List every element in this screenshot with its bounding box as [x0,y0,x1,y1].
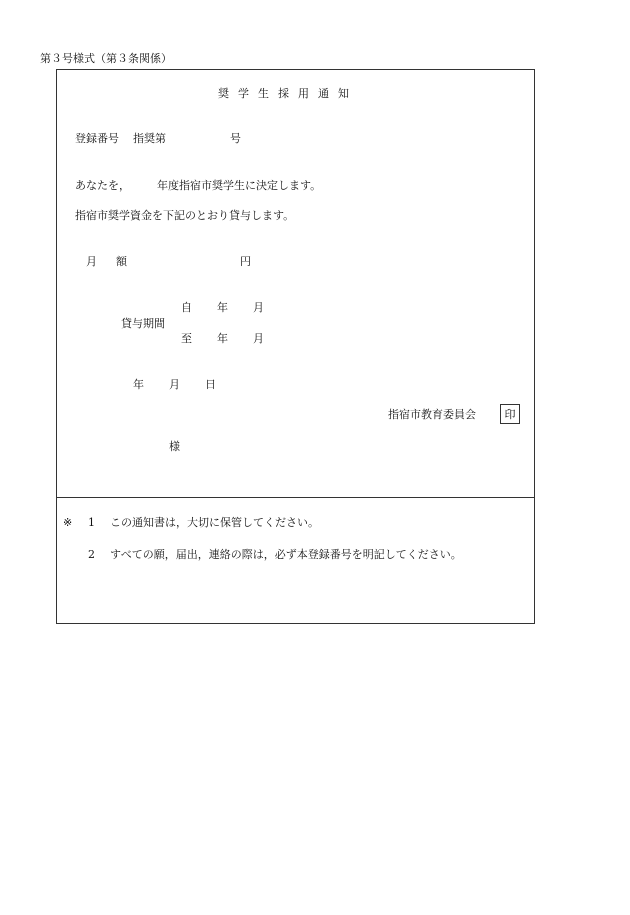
period-to-month-unit: 月 [253,332,264,345]
registration-label: 登録番号 [75,132,119,145]
monthly-amount-label: 月 額 [86,255,131,268]
registration-prefix: 指奨第 [133,132,166,145]
issue-date-year-unit: 年 [133,378,144,391]
loan-statement: 指宿市奨学資金を下記のとおり貸与します。 [75,209,295,222]
note-2-number: 2 [88,548,95,561]
form-number-label: 第３号様式（第３条関係） [40,52,172,65]
seal-box [500,404,520,424]
period-from-year-unit: 年 [217,301,228,314]
note-1-text: この通知書は，大切に保管してください。 [110,516,319,529]
period-to-label: 至 [181,332,192,345]
notes-mark: ※ [63,516,73,529]
issue-date-day-unit: 日 [205,378,216,391]
loan-period-label: 貸与期間 [121,317,165,330]
note-2-text: すべての願，届出，連絡の際は，必ず本登録番号を明記してください。 [110,548,462,561]
period-from-month-unit: 月 [253,301,264,314]
registration-suffix: 号 [230,132,241,145]
notice-title: 奨学生採用通知 [218,87,358,100]
issue-date-month-unit: 月 [169,378,180,391]
recipient-honorific: 様 [169,440,180,453]
notes-divider [56,497,535,498]
decision-line-start: あなたを， [75,179,130,192]
seal-mark: 印 [504,407,516,421]
monthly-amount-unit: 円 [240,255,251,268]
issuer-name: 指宿市教育委員会 [388,408,476,421]
notice-frame [56,69,535,624]
note-1-number: 1 [88,516,95,529]
decision-line-end: 年度指宿市奨学生に決定します。 [157,179,322,192]
period-to-year-unit: 年 [217,332,228,345]
period-from-label: 自 [181,301,192,314]
